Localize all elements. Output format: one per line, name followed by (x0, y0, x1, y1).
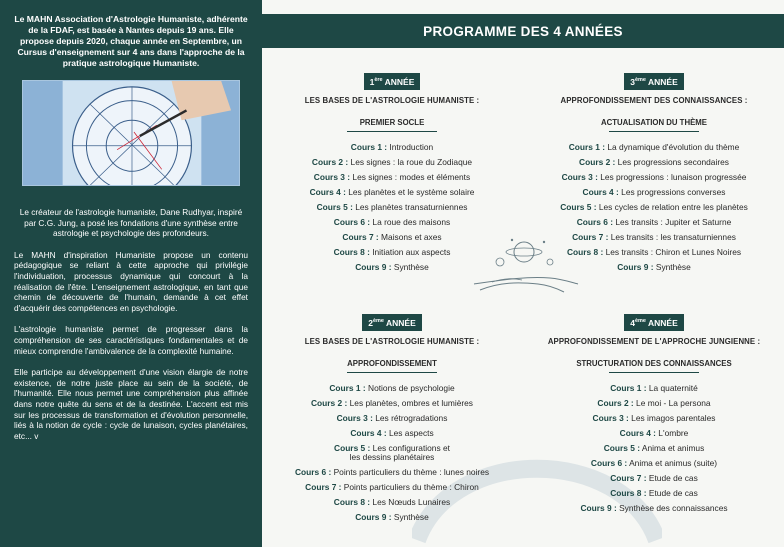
course-item: Cours 6 : Les transits : Jupiter et Saturne (576, 217, 732, 227)
year-1-courses (266, 140, 518, 275)
course-item: Cours 5 : Les configurations et les dessins planétaires (334, 443, 450, 462)
year-3-focus: ACTUALISATION DU THÈME (601, 118, 707, 127)
year-3-block (528, 72, 780, 275)
course-item: Cours 6 : Anima et animus (suite) (590, 458, 718, 468)
year-3-courses (528, 140, 780, 275)
course-item: Cours 3 : Les signes : modes et éléments (313, 172, 471, 182)
course-item: Cours 2 : Le moi - La persona (597, 398, 711, 408)
year-4-focus: STRUCTURATION DES CONNAISSANCES (576, 359, 732, 368)
year-2-focus: APPROFONDISSEMENT (347, 359, 437, 368)
course-item: Cours 1 : Notions de psychologie (329, 383, 455, 393)
course-item: Cours 9 : Synthèse des connaissances (580, 503, 728, 513)
divider (347, 372, 437, 373)
intro-text: Le MAHN Association d'Astrologie Humaniste, adhérente de la FDAF, est basée à Nantes depuis 19 ans. Elle propose depuis 2020, chaque année en Septembre, un Cursus d'enseignement sur 4 ans dans l'approche de la pratique astrologique Humaniste. (14, 14, 248, 68)
course-item: Cours 4 : Les planètes et le système solaire (309, 187, 475, 197)
course-item: Cours 7 : Maisons et axes (342, 232, 442, 242)
course-item: Cours 1 : Introduction (350, 142, 434, 152)
paragraph-progress: L'astrologie humaniste permet de progresser dans la compréhension de ses caractéristiques fondamentales et de mieux comprendre l'ambivalence de la complexité humaine. (14, 324, 248, 356)
year-1-subtitle: LES BASES DE L'ASTROLOGIE HUMANISTE : (304, 96, 480, 105)
course-item: Cours 5 : Les cycles de relation entre les planètes (560, 202, 748, 212)
year-4-badge: 4ème ANNÉE (624, 314, 684, 331)
course-item: Cours 6 : Points particuliers du thème : lunes noires (294, 467, 490, 477)
course-item: Cours 1 : La quaternité (610, 383, 698, 393)
year-3-subtitle: APPROFONDISSEMENT DES CONNAISSANCES : (560, 96, 748, 105)
paragraph-rudhyar: Le créateur de l'astrologie humaniste, Dane Rudhyar, inspiré par C.G. Jung, a posé les fondations d'une synthèse entre astrologie et psychologie des profondeurs. (19, 207, 243, 239)
course-item: Cours 7 : Etude de cas (610, 473, 698, 483)
astrology-chart-hand-photo (22, 80, 240, 186)
course-item: Cours 9 : Synthèse (617, 262, 691, 272)
course-item: Cours 9 : Synthèse (355, 512, 429, 522)
course-item: Cours 1 : La dynamique d'évolution du thème (568, 142, 740, 152)
year-2-block (266, 313, 518, 525)
program-banner: PROGRAMME DES 4 ANNÉES (262, 14, 784, 48)
program-panel (262, 0, 784, 547)
year-2-badge: 2ème ANNÉE (362, 314, 422, 331)
course-item: Cours 4 : Les aspects (350, 428, 434, 438)
year-4-courses (528, 381, 780, 516)
course-item: Cours 5 : Les planètes transaturniennes (316, 202, 468, 212)
course-item: Cours 7 : Points particuliers du thème : Chiron (305, 482, 479, 492)
course-item: Cours 8 : Initiation aux aspects (333, 247, 451, 257)
course-item: Cours 8 : Etude de cas (610, 488, 698, 498)
divider (347, 131, 437, 132)
year-1-focus: PREMIER SOCLE (359, 118, 425, 127)
left-panel (0, 0, 262, 547)
paragraph-vision: Elle participe au développement d'une vision élargie de notre existence, de notre juste place au sein de la société, de l'humanité. Elle nous permet une compréhension plus affinée dans notre quête du sens et de la destinée. L'accent est mis sur les processus de transformation et d'évolution personnelle, liés à la notion de cycle : cycle de lunaison, cycles planétaires, etc... v (14, 367, 248, 441)
course-item: Cours 3 : Les imagos parentales (592, 413, 716, 423)
year-1-badge: 1ère ANNÉE (364, 73, 421, 90)
year-4-subtitle: APPROFONDISSEMENT DE L'APPROCHE JUNGIENNE : (547, 337, 761, 346)
course-item: Cours 3 : Les rétrogradations (336, 413, 448, 423)
course-item: Cours 8 : Les Nœuds Lunaires (333, 497, 451, 507)
course-item: Cours 6 : La roue des maisons (333, 217, 451, 227)
course-item: Cours 7 : Les transits : les transaturniennes (572, 232, 736, 242)
course-item: Cours 9 : Synthèse (355, 262, 429, 272)
course-item: Cours 2 : Les planètes, ombres et lumières (311, 398, 473, 408)
year-2-subtitle: LES BASES DE L'ASTROLOGIE HUMANISTE : (304, 337, 480, 346)
divider (609, 372, 699, 373)
paragraph-mahn: Le MAHN d'inspiration Humaniste propose un contenu pédagogique se reliant à cette approche qui privilégie l'individuation, processus dynamique qui concourt à la réalisation de l'être. L'enseignement astrologique, en tant que chemin de découverte de l'humain, demande à cet effet d'acquérir des compétences en psychologie. (14, 249, 248, 313)
course-item: Cours 8 : Les transits : Chiron et Lunes Noires (566, 247, 742, 257)
course-item: Cours 2 : Les progressions secondaires (579, 157, 729, 167)
year-4-block (528, 313, 780, 516)
course-item: Cours 4 : L'ombre (619, 428, 689, 438)
course-item: Cours 2 : Les signes : la roue du Zodiaque (311, 157, 473, 167)
year-3-badge: 3ème ANNÉE (624, 73, 684, 90)
year-1-block (266, 72, 518, 275)
course-item: Cours 4 : Les progressions converses (582, 187, 726, 197)
course-item: Cours 5 : Anima et animus (603, 443, 705, 453)
course-item: Cours 3 : Les progressions : lunaison progressée (561, 172, 747, 182)
divider (609, 131, 699, 132)
year-2-courses (266, 381, 518, 525)
